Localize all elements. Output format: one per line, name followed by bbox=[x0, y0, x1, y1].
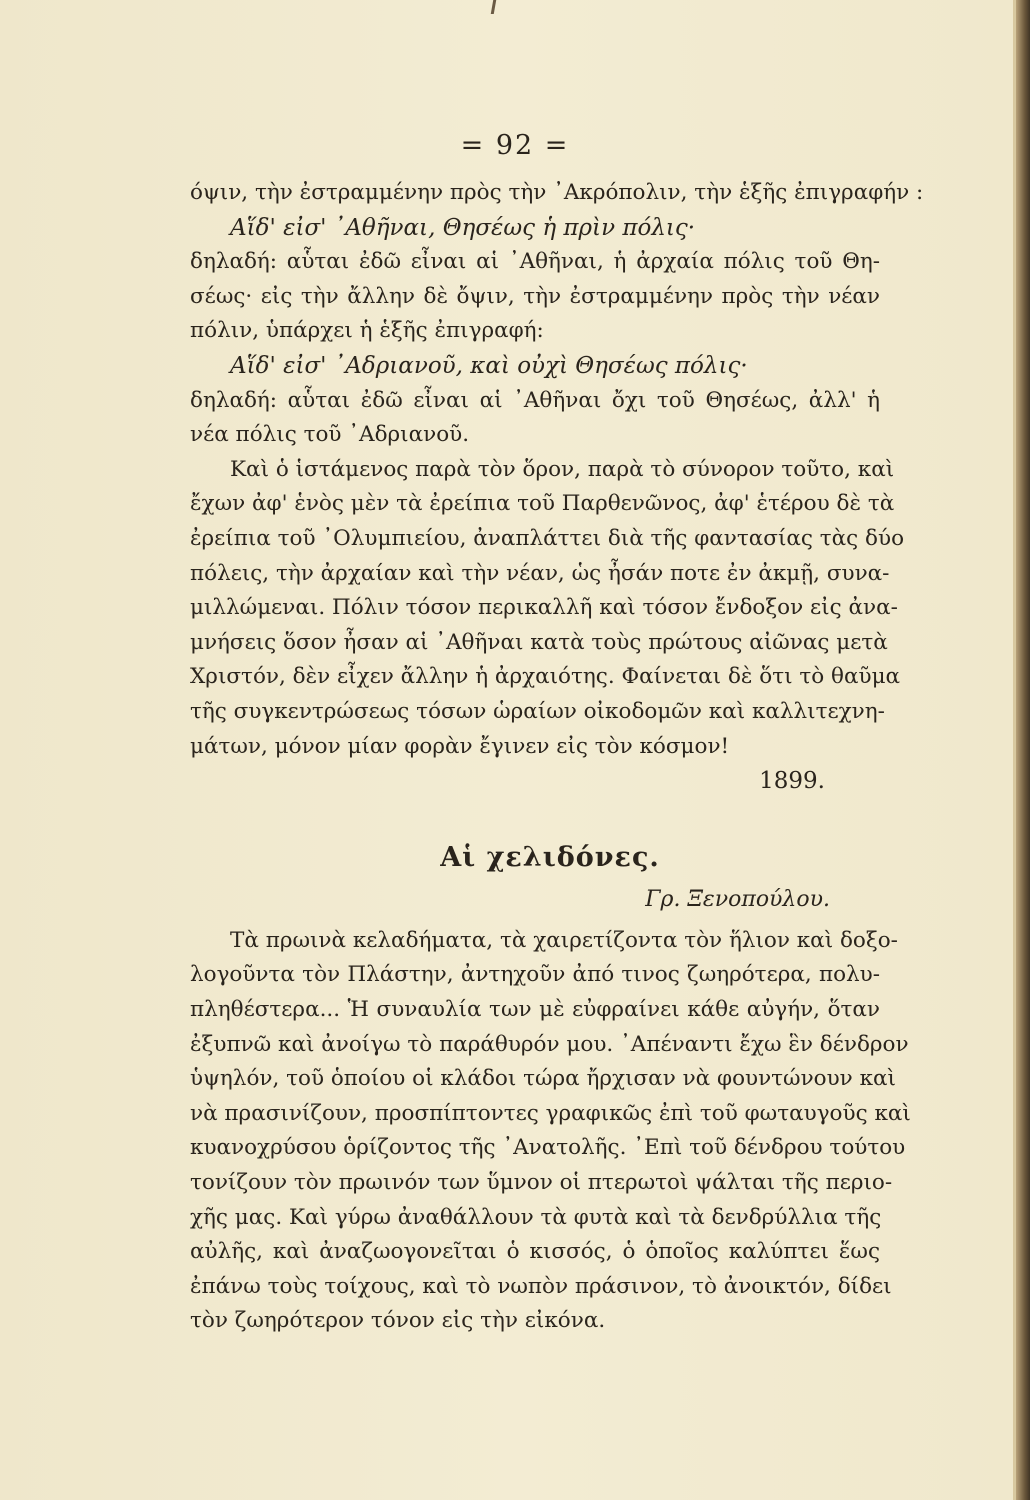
text-line: πόλιν, ὑπάρχει ἡ ἑξῆς ἐπιγραφή: bbox=[190, 318, 544, 344]
inscription-quote: Αἵδ' εἰσ' ᾿Αθῆναι, Θησέως ἡ πρὶν πόλις· bbox=[230, 214, 696, 241]
page-mark bbox=[491, 0, 496, 14]
text-line: ἐρείπια τοῦ ᾿Ολυμπιείου, ἀναπλάττει διὰ τῆς φαντασίας τὰς δύο bbox=[190, 525, 905, 551]
page-content bbox=[190, 176, 924, 1339]
text-line: ἐπάνω τοὺς τοίχους, καὶ τὸ νωπὸν πράσινον, τὸ ἀνοικτόν, δίδει bbox=[190, 1273, 892, 1299]
text-line: σέως· εἰς τὴν ἄλλην δὲ ὄψιν, τὴν ἐστραμμένην πρὸς τὴν νέαν bbox=[190, 283, 880, 309]
text-line: τὸν ζωηρότερον τόνον εἰς τὴν εἰκόνα. bbox=[190, 1308, 606, 1334]
text-line: νέα πόλις τοῦ ᾿Αδριανοῦ. bbox=[190, 422, 470, 448]
author-line: Γρ. Ξενοπούλου. bbox=[645, 887, 830, 913]
text-line: τῆς συγκεντρώσεως τόσων ὡραίων οἰκοδομῶν καὶ καλλιτεχνη- bbox=[190, 698, 885, 724]
inscription-quote: Αἵδ' εἰσ' ᾿Αδριανοῦ, καὶ οὐχὶ Θησέως πόλις· bbox=[230, 352, 748, 379]
text-line: ἐξυπνῶ καὶ ἀνοίγω τὸ παράθυρόν μου. ᾿Απέναντι ἔχω ἓν δένδρον bbox=[190, 1031, 909, 1057]
section-title: Αἱ χελιδόνες. bbox=[440, 841, 660, 873]
text-line: πληθέστερα... Ἡ συναυλία των μὲ εὐφραίνει κάθε αὐγήν, ὅταν bbox=[190, 997, 880, 1023]
text-line: δηλαδή: αὗται ἐδῶ εἶναι αἱ ᾿Αθῆναι, ἡ ἀρχαία πόλις τοῦ Θη- bbox=[190, 249, 880, 275]
paragraph-first-line: Τὰ πρωινὰ κελαδήματα, τὰ χαιρετίζοντα τὸν ἥλιον καὶ δοξο- bbox=[230, 927, 898, 953]
text-line: νὰ πρασινίζουν, προσπίπτοντες γραφικῶς ἐπὶ τοῦ φωταυγοῦς καὶ bbox=[190, 1100, 911, 1126]
page-edge-shadow bbox=[1016, 0, 1030, 1500]
text-line: λογοῦντα τὸν Πλάστην, ἀντηχοῦν ἀπό τινος ζωηρότερα, πολυ- bbox=[190, 962, 880, 988]
text-line: ἔχων ἀφ' ἑνὸς μὲν τὰ ἐρείπια τοῦ Παρθενῶνος, ἀφ' ἑτέρου δὲ τὰ bbox=[190, 491, 895, 517]
text-line: μάτων, μόνον μίαν φορὰν ἔγινεν εἰς τὸν κόσμον! bbox=[190, 733, 730, 759]
paragraph-first-line: Καὶ ὁ ἱστάμενος παρὰ τὸν ὅρον, παρὰ τὸ σύνορον τοῦτο, καὶ bbox=[230, 456, 895, 482]
text-line: ὑψηλόν, τοῦ ὁποίου οἱ κλάδοι τώρα ἤρχισαν νὰ φουντώνουν καὶ bbox=[190, 1066, 896, 1092]
section-gap bbox=[190, 799, 880, 841]
text-line: μιλλώμεναι. Πόλιν τόσον περικαλλῆ καὶ τόσον ἔνδοξον εἰς ἀνα- bbox=[190, 595, 898, 621]
text-line: όψιν, τὴν ἐστραμμένην πρὸς τὴν ᾿Ακρόπολιν, τὴν ἑξῆς ἐπιγραφήν : bbox=[190, 180, 924, 205]
text-line: χῆς μας. Καὶ γύρω ἀναθάλλουν τὰ φυτὰ καὶ τὰ δενδρύλλια τῆς bbox=[190, 1204, 882, 1230]
text-line: τονίζουν τὸν πρωινόν των ὕμνον οἱ πτερωτοὶ ψάλται τῆς περιο- bbox=[190, 1170, 893, 1196]
text-line: πόλεις, τὴν ἀρχαίαν καὶ τὴν νέαν, ὡς ἦσάν ποτε ἐν ἀκμῇ, συνα- bbox=[190, 560, 890, 586]
text-line: δηλαδή: αὗται ἐδῶ εἶναι αἱ ᾿Αθῆναι ὄχι τοῦ Θησέως, ἀλλ' ἡ bbox=[190, 387, 880, 413]
text-line: μνήσεις ὅσον ἦσαν αἱ ᾿Αθῆναι κατὰ τοὺς πρώτους αἰῶνας μετὰ bbox=[190, 629, 888, 655]
text-line: Χριστόν, δὲν εἶχεν ἄλλην ἡ ἀρχαιότης. Φαίνεται δὲ ὅτι τὸ θαῦμα bbox=[190, 664, 901, 690]
text-line: αὐλῆς, καὶ ἀναζωογονεῖται ὁ κισσός, ὁ ὁποῖος καλύπτει ἕως bbox=[190, 1239, 880, 1265]
page-number: = 92 = bbox=[460, 130, 570, 161]
date-line: 1899. bbox=[759, 768, 825, 795]
text-line: κυανοχρύσου ὁρίζοντος τῆς ᾿Ανατολῆς. ᾿Επὶ τοῦ δένδρου τούτου bbox=[190, 1135, 906, 1161]
